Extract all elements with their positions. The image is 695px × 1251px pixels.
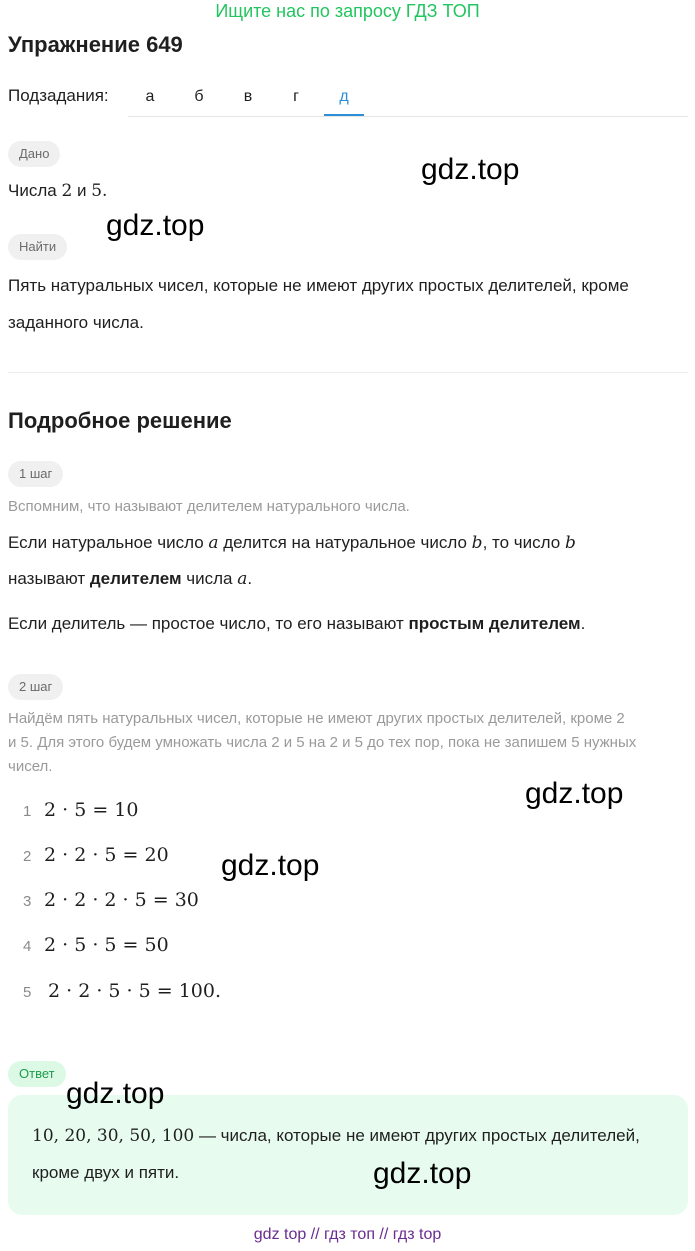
watermark: gdz.top: [373, 1157, 472, 1190]
step-1-l3-a: Если делитель — простое число, то его называют: [8, 614, 409, 633]
footer-links[interactable]: gdz top // гдз топ // гдз top: [253, 1226, 442, 1243]
list-number: 5: [23, 984, 32, 1001]
step-2-intro-2: и 5. Для этого будем умножать числа 2 и 5 на 2 и 5 до тех пор, пока не запишем 5 нужных: [8, 734, 637, 751]
equation: 2 · 2 · 5 = 20: [44, 844, 169, 866]
equation: 2 · 2 · 5 · 5 = 100.: [48, 980, 222, 1002]
tab-g[interactable]: г: [293, 88, 299, 105]
step-2-intro-1: Найдём пять натуральных чисел, которые не имеют других простых делителей, кроме 2: [8, 710, 625, 727]
watermark: gdz.top: [525, 777, 624, 810]
step-1-l3-end: .: [580, 614, 586, 633]
step-1-l1-b: делится на натуральное число: [218, 533, 472, 552]
page-title: Упражнение 649: [8, 32, 183, 57]
var-b-2: b: [564, 533, 576, 553]
section-divider: [8, 372, 688, 373]
given-text: [8, 181, 107, 201]
step-1-line-1: [8, 533, 576, 553]
var-a-2: a: [237, 569, 248, 589]
answer-line-1-rest: — числа, которые не имеют других простых делителей,: [194, 1126, 640, 1145]
step-2-intro-3: чисел.: [8, 758, 53, 775]
watermark: gdz.top: [106, 209, 205, 242]
step-1-intro: Вспомним, что называют делителем натурального числа.: [8, 498, 410, 515]
var-a: a: [208, 533, 219, 553]
equation: 2 · 5 = 10: [44, 799, 139, 821]
tab-d[interactable]: д: [324, 78, 364, 116]
step-1-badge: 1 шаг: [8, 461, 63, 487]
answer-badge: Ответ: [8, 1061, 66, 1087]
step-2-badge: 2 шаг: [8, 674, 63, 700]
given-number-5: 5.: [91, 181, 108, 201]
answer-line-1: [32, 1126, 640, 1146]
given-and: и: [72, 181, 92, 200]
term-prime-divisor: простым делителем: [408, 614, 581, 633]
step-1-l1-a: Если натуральное число: [8, 533, 209, 552]
subtasks-label: Подзадания:: [8, 86, 109, 105]
list-number: 3: [23, 893, 32, 910]
solution-heading: Подробное решение: [8, 408, 232, 433]
given-number-2: 2: [61, 181, 73, 201]
find-line-2: заданного числа.: [8, 313, 144, 332]
answer-box: [8, 1095, 688, 1215]
tab-a[interactable]: а: [145, 88, 155, 105]
promo-banner: Ищите нас по запросу ГДЗ ТОП: [215, 1, 480, 21]
step-1-l2-b: числа: [181, 569, 238, 588]
list-number: 2: [23, 848, 32, 865]
step-1-l2-a: называют: [8, 569, 90, 588]
tab-b[interactable]: б: [194, 88, 204, 105]
watermark: gdz.top: [421, 153, 520, 186]
subtask-tabs: [128, 78, 688, 117]
watermark: gdz.top: [66, 1077, 165, 1110]
answer-line-2: кроме двух и пяти.: [32, 1163, 180, 1182]
answer-numbers: 10, 20, 30, 50, 100: [32, 1126, 195, 1146]
given-prefix: Числа: [8, 181, 62, 200]
var-b: b: [471, 533, 483, 553]
step-1-line-2: [8, 569, 252, 589]
watermark: gdz.top: [221, 849, 320, 882]
step-1-l1-c: , то число: [482, 533, 565, 552]
equation: 2 · 2 · 2 · 5 = 30: [44, 889, 199, 911]
list-number: 1: [23, 803, 32, 820]
step-1-line-3: [8, 614, 585, 634]
step-1-l2-end: .: [247, 569, 253, 588]
find-badge: Найти: [8, 234, 67, 260]
term-divisor: делителем: [89, 569, 182, 588]
given-badge: Дано: [8, 141, 60, 167]
list-number: 4: [23, 938, 32, 955]
find-line-1: Пять натуральных чисел, которые не имеют других простых делителей, кроме: [8, 276, 629, 295]
tab-v[interactable]: в: [243, 88, 253, 105]
equation: 2 · 5 · 5 = 50: [44, 934, 169, 956]
